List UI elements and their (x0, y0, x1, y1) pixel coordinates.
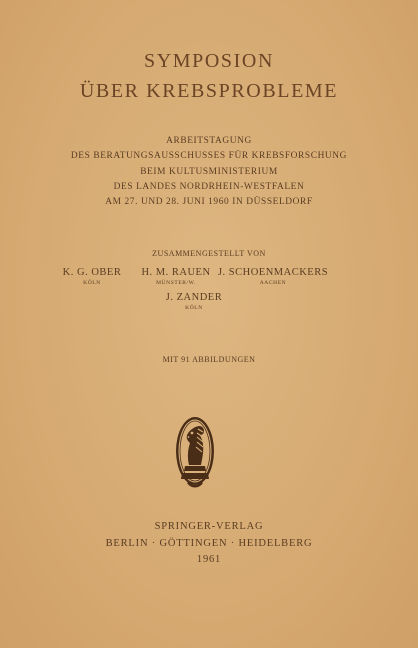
publication-year: 1961 (196, 554, 222, 565)
editor-city: KÖLN (83, 280, 101, 286)
subtitle-line-1: ARBEITSTAGUNG (166, 136, 252, 146)
conference-description (0, 134, 418, 210)
subtitle-line-5: AM 27. UND 28. JUNI 1960 IN DÜSSELDORF (105, 197, 313, 208)
editor-schoenmackers (213, 266, 333, 287)
publisher-name: SPRINGER-VERLAG (154, 521, 264, 532)
book-title (0, 46, 418, 106)
title-line-1: SYMPOSION (144, 50, 274, 72)
publisher-cities: BERLIN · GÖTTINGEN · HEIDELBERG (105, 537, 313, 549)
subtitle-line-4: DES LANDES NORDRHEIN-WESTFALEN (113, 181, 305, 192)
springer-knight-chess-piece-icon (173, 413, 217, 493)
subtitle-line-2: DES BERATUNGSAUSSCHUSSES FÜR KREBSFORSCHUNG (70, 151, 348, 162)
subtitle-line-3: BEIM KULTUSMINISTERIUM (140, 166, 278, 177)
illustrations-note: MIT 91 ABBILDUNGEN (162, 355, 256, 364)
editor-city: MÜNSTER/W. (156, 280, 196, 286)
editor-rauen (126, 266, 226, 287)
editor-name: H. M. RAUEN (141, 267, 211, 278)
editor-name: J. ZANDER (165, 292, 223, 303)
editor-city: AACHEN (259, 280, 287, 286)
editor-name: K. G. OBER (62, 267, 122, 278)
publisher-block (0, 519, 418, 569)
editor-ober (52, 266, 132, 287)
title-line-2: ÜBER KREBSPROBLEME (79, 80, 339, 102)
editor-city: KÖLN (185, 305, 203, 311)
editor-name: J. SCHOENMACKERS (217, 267, 329, 278)
compiled-by-label: ZUSAMMENGESTELLT VON (152, 249, 266, 258)
editor-zander (149, 291, 239, 312)
